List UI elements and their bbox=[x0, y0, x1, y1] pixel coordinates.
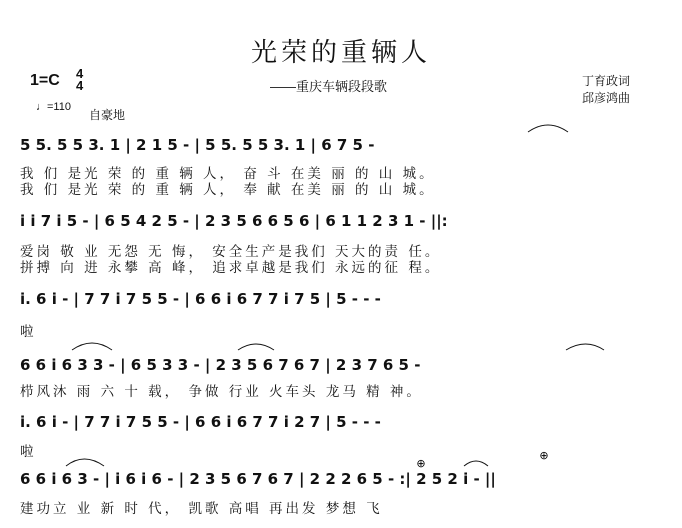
lyrics-line-2b: 拼搏 向 进 永攀 高 峰， 追求卓越是我们 永远的征 程。 bbox=[20, 260, 442, 276]
notes-line-6: 6 6 i 6 3 - | i 6 i 6 - | 2 3 5 6 7 6 7 | 2 2 2 6 5 - :| 2 5 2 i - || bbox=[20, 470, 496, 488]
tempo-mark: ♩=110 bbox=[36, 101, 71, 113]
tie-4 bbox=[566, 344, 604, 350]
notes-line-2: i i 7 i 5 - | 6 5 4 2 5 - | 2 3 5 6 6 5 6 | 6 1 1 2 3 1 - ||: bbox=[20, 212, 448, 230]
meter-top: 4 bbox=[76, 66, 84, 81]
lyricist: 丁育政词 bbox=[582, 74, 631, 88]
subtitle: ——重庆车辆段段歌 bbox=[270, 79, 388, 94]
lyrics-line-3: 啦 bbox=[20, 324, 37, 340]
meter-bottom: 4 bbox=[76, 78, 84, 93]
tie-5 bbox=[66, 459, 104, 466]
lyrics-line-1b: 我 们 是光 荣 的 重 辆 人， 奉 献 在美 丽 的 山 城。 bbox=[20, 182, 436, 198]
notes-line-1: 5 5. 5 5 3. 1 | 2 1 5 - | 5 5. 5 5 3. 1 | 6 7 5 - bbox=[20, 136, 375, 154]
key-signature: 1=C bbox=[30, 72, 60, 89]
lyrics-line-5: 啦 bbox=[20, 444, 37, 460]
lyrics-line-6: 建功立 业 新 时 代， 凯歌 高唱 再出发 梦想 飞 bbox=[20, 501, 383, 517]
coda-sign-1: ⊕ bbox=[416, 458, 426, 470]
lyrics-line-2a: 爱岗 敬 业 无怨 无 悔， 安全生产是我们 天大的责 任。 bbox=[20, 244, 442, 260]
tie-6 bbox=[464, 461, 488, 466]
tie-2 bbox=[72, 343, 112, 350]
coda-sign-2: ⊕ bbox=[539, 450, 549, 462]
composer: 邱彦鸿曲 bbox=[582, 91, 631, 105]
lyrics-line-4: 栉风沐 雨 六 十 载， 争做 行业 火车头 龙马 精 神。 bbox=[20, 384, 423, 400]
notes-line-5: i. 6 i - | 7 7 i 7 5 5 - | 6 6 i 6 7 7 i 2 7 | 5 - - - bbox=[20, 413, 381, 431]
tie-3 bbox=[238, 344, 274, 350]
mood-mark: 自豪地 bbox=[89, 108, 126, 122]
tie-1 bbox=[528, 125, 568, 132]
lyrics-line-1a: 我 们 是光 荣 的 重 辆 人， 奋 斗 在美 丽 的 山 城。 bbox=[20, 166, 436, 182]
notes-line-3: i. 6 i - | 7 7 i 7 5 5 - | 6 6 i 6 7 7 i 7 5 | 5 - - - bbox=[20, 290, 381, 308]
song-title: 光荣的重辆人 bbox=[250, 38, 431, 68]
notes-line-4: 6 6 i 6 3 3 - | 6 5 3 3 - | 2 3 5 6 7 6 7 | 2 3 7 6 5 - bbox=[20, 356, 421, 374]
